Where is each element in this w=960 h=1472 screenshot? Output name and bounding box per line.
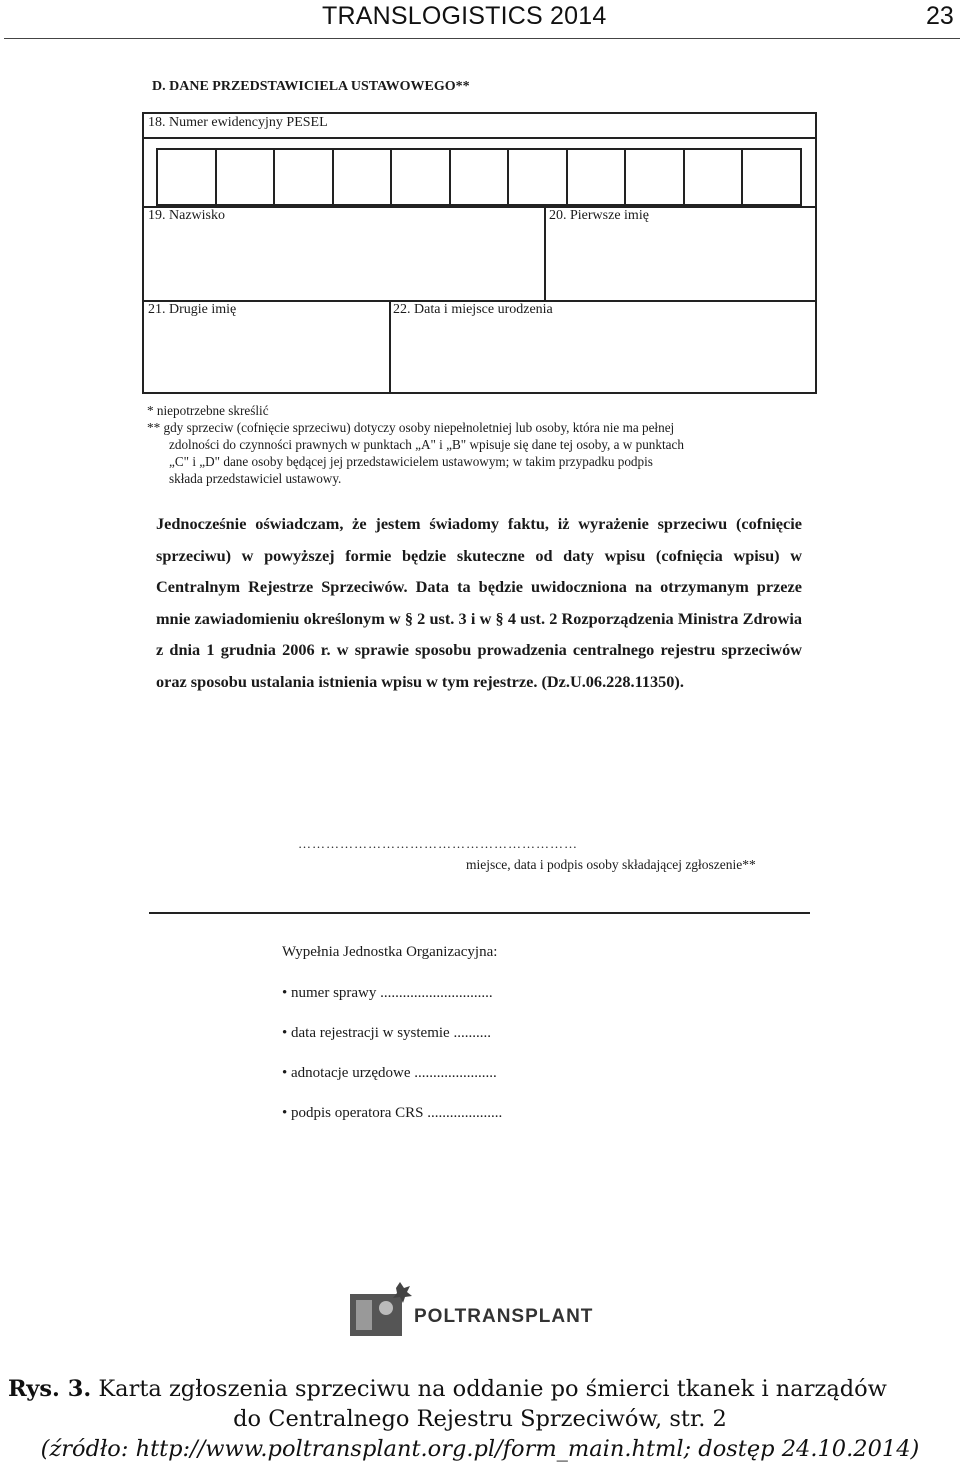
caption-title-2: do Centralnego Rejestru Sprzeciwów, str. 2 bbox=[233, 1406, 727, 1432]
org-item-operator-signature: • podpis operatora CRS .................... bbox=[282, 1105, 503, 1121]
caption-line-1 bbox=[0, 1374, 960, 1404]
field-20-label: 20. Pierwsze imię bbox=[549, 208, 649, 223]
form-col-divider bbox=[389, 300, 391, 394]
org-unit-heading: Wypełnia Jednostka Organizacyjna: bbox=[282, 944, 498, 960]
caption-source: (źródło: http://www.poltransplant.org.pl/form_main.html; dostęp 24.10.2014) bbox=[40, 1436, 920, 1462]
poltransplant-logo bbox=[346, 1278, 616, 1340]
org-item-case-number: • numer sprawy .............................. bbox=[282, 985, 493, 1001]
pesel-cell bbox=[217, 150, 276, 204]
pesel-cell bbox=[509, 150, 568, 204]
logo-graphic bbox=[346, 1278, 616, 1340]
footnote-2-line: składa przedstawiciel ustawowy. bbox=[169, 471, 342, 486]
org-item-official-notes: • adnotacje urzędowe ...................... bbox=[282, 1065, 497, 1081]
running-header-title: TRANSLOGISTICS 2014 bbox=[322, 2, 607, 30]
pesel-cell bbox=[334, 150, 393, 204]
pesel-cell bbox=[568, 150, 627, 204]
pesel-cell bbox=[626, 150, 685, 204]
footnote-2-line: ** gdy sprzeciw (cofnięcie sprzeciwu) dotyczy osoby niepełnoletniej lub osoby, która nie ma pełnej bbox=[147, 420, 675, 435]
signature-line: …………………………………………………… bbox=[298, 836, 578, 851]
pesel-boxes bbox=[156, 148, 802, 206]
pesel-cell bbox=[275, 150, 334, 204]
logo-photo-detail bbox=[356, 1300, 372, 1330]
form-row-divider bbox=[142, 137, 817, 139]
pesel-cell bbox=[743, 150, 800, 204]
page-number: 23 bbox=[926, 2, 954, 30]
footnote-2-line: „C" i „D" dane osoby będącej jej przedstawicielem ustawowym; w takim przypadku podpis bbox=[169, 454, 653, 469]
field-21-label: 21. Drugie imię bbox=[148, 302, 237, 317]
section-separator bbox=[149, 912, 810, 914]
logo-wordmark: POLTRANSPLANT bbox=[414, 1306, 594, 1327]
footnote-1: * niepotrzebne skreślić bbox=[147, 403, 269, 418]
footnote-2-line: zdolności do czynności prawnych w punktach „A" i „B" wpisuje się dane tej osoby, a w punktach bbox=[169, 437, 684, 452]
form-section-heading: D. DANE PRZEDSTAWICIELA USTAWOWEGO** bbox=[152, 79, 470, 94]
org-item-registration-date: • data rejestracji w systemie .......... bbox=[282, 1025, 491, 1041]
signature-caption: miejsce, data i podpis osoby składającej zgłoszenie** bbox=[466, 857, 756, 872]
figure-caption bbox=[0, 1374, 960, 1464]
pesel-cell bbox=[158, 150, 217, 204]
caption-title-1: Karta zgłoszenia sprzeciwu na oddanie po śmierci tkanek i narządów bbox=[98, 1376, 887, 1402]
logo-photo-detail bbox=[379, 1301, 393, 1315]
field-19-label: 19. Nazwisko bbox=[148, 208, 225, 223]
form-col-divider bbox=[544, 206, 546, 302]
pesel-cell bbox=[451, 150, 510, 204]
header-rule bbox=[4, 38, 960, 39]
field-22-label: 22. Data i miejsce urodzenia bbox=[393, 302, 553, 317]
field-18-label: 18. Numer ewidencyjny PESEL bbox=[148, 115, 328, 130]
form-row-divider bbox=[142, 206, 817, 208]
declaration-paragraph: Jednocześnie oświadczam, że jestem świadomy faktu, iż wyrażenie sprzeciwu (cofnięcie sprzeciwu) w powyższej formie będzie skuteczne od daty wpisu (cofnięcia wpisu) w Centralnym Rejestrze Sprzeciwów. Data ta będzie uwidoczniona na otrzymanym przeze mnie zawiadomieniu określonym w § 2 ust. 3 i w § 4 ust. 2 Rozporządzenia Ministra Zdrowia z dnia 1 grudnia 2006 r. w sprawie sposobu prowadzenia centralnego rejestru sprzeciwów oraz sposobu ustalania istnienia wpisu w tym rejestrze. (Dz.U.06.228.11350). bbox=[156, 514, 802, 691]
form-footnotes bbox=[147, 402, 817, 487]
caption-label: Rys. 3. bbox=[8, 1376, 92, 1402]
pesel-cell bbox=[685, 150, 744, 204]
pesel-cell bbox=[392, 150, 451, 204]
